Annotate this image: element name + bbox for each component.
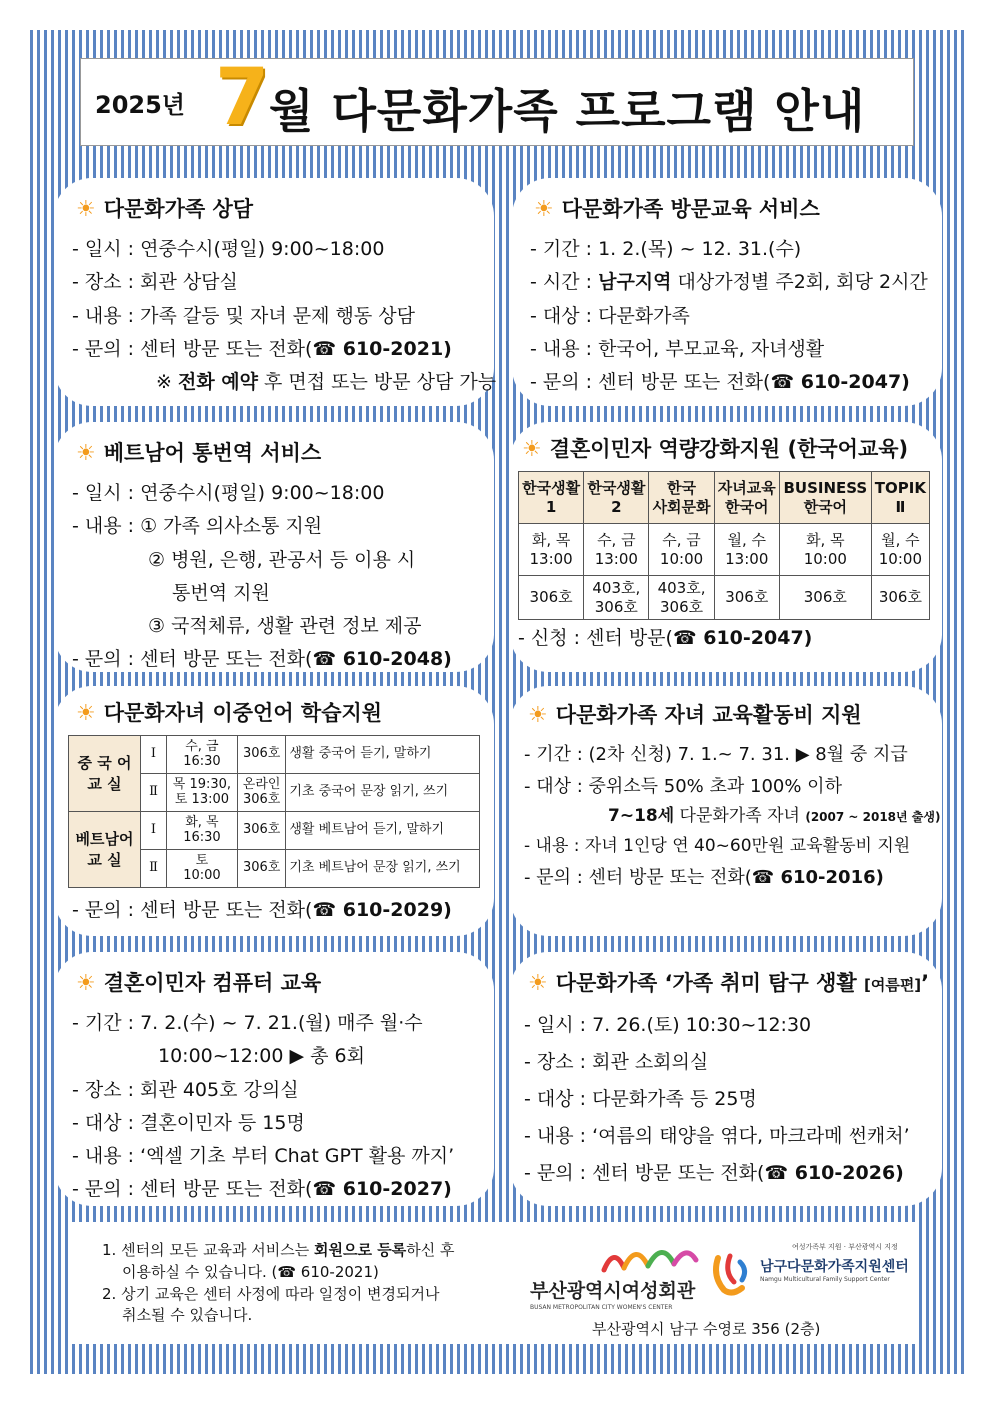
korean-header-row: [519, 472, 930, 524]
allowance-period: - 기간 : (2차 신청) 7. 1.~ 7. 31. ▶ 8월 중 지급: [524, 744, 908, 766]
computer-card: [54, 952, 494, 1206]
hobby-target: - 대상 : 다문화가족 등 25명: [524, 1088, 757, 1111]
vietnam-title: ☀ 베트남어 통번역 서비스: [76, 441, 322, 466]
room-cell: 403호, 306호: [649, 576, 714, 620]
desc-cell: 기초 베트남어 문장 읽기, 쓰기: [286, 850, 480, 888]
visit-edu-target: - 대상 : 다문화가족: [530, 304, 690, 327]
phone-number: ☎ 610-2029): [312, 899, 452, 922]
phone-number: ☎ 610-2047): [770, 371, 910, 394]
counsel-card: [54, 178, 497, 406]
time-cell: 수, 금 10:00: [649, 524, 714, 576]
bilingual-card: [54, 686, 494, 936]
computer-title: ☀ 결혼이민자 컴퓨터 교육: [76, 971, 322, 996]
desc-cell: 기초 중국어 문장 읽기, 쓰기: [286, 774, 480, 812]
korean-room-row: [519, 576, 930, 620]
phone-number: ☎ 610-2021): [312, 337, 452, 360]
footer-notes: [102, 1240, 454, 1327]
title-year: 2025년: [95, 91, 185, 119]
vietnam-date: - 일시 : 연중수시(평일) 9:00~18:00: [72, 482, 385, 505]
level-cell: Ⅱ: [141, 850, 167, 888]
support-center-english: Namgu Multicultural Family Support Center: [760, 1276, 890, 1283]
room-cell: 306호: [779, 576, 871, 620]
support-center-subtitle: 여성가족부 지원 · 부산광역시 지정: [792, 1243, 898, 1251]
hobby-place: - 장소 : 회관 소회의실: [524, 1051, 709, 1074]
allowance-inquiry: - 문의 : 센터 방문 또는 전화(☎ 610-2016): [524, 866, 884, 888]
sun-icon: ☀: [76, 197, 96, 222]
sun-icon: ☀: [534, 197, 554, 222]
counsel-line-date: - 일시 : 연중수시(평일) 9:00~18:00: [72, 238, 385, 261]
title-month: 7: [215, 53, 270, 143]
footer-box: [70, 1222, 918, 1344]
time-cell: 수, 금 16:30: [167, 736, 238, 774]
hobby-content: - 내용 : ‘여름의 태양을 엮다, 마크라메 썬캐처’: [524, 1125, 910, 1148]
header-cell: 한국 사회문화: [649, 472, 714, 524]
vietnam-content: - 내용 : ① 가족 의사소통 지원: [72, 515, 323, 538]
time-cell: 화, 목 16:30: [167, 812, 238, 850]
note-2: 2. 상기 교육은 센터 사정에 따라 일정이 변경되거나: [102, 1284, 440, 1303]
vietnam-card: [54, 422, 494, 672]
table-row: [69, 812, 480, 850]
korean-schedule-table: [518, 471, 930, 620]
room-cell: 306호: [714, 576, 779, 620]
header-cell: TOPIK Ⅱ: [871, 472, 929, 524]
vietnam-item3: ③ 국적체류, 생활 관련 정보 제공: [148, 615, 422, 638]
computer-content: - 내용 : ‘엑셀 기초 부터 Chat GPT 활용 까지’: [72, 1145, 455, 1168]
title-banner: [80, 53, 914, 146]
womens-center-english: BUSAN METROPOLITAN CITY WOMEN'S CENTER: [530, 1304, 673, 1311]
table-row: [69, 736, 480, 774]
korean-edu-card: [510, 422, 942, 672]
room-cell: 403호, 306호: [584, 576, 649, 620]
allowance-age: 7~18세 다문화가족 자녀 (2007 ~ 2018년 출생): [608, 806, 941, 827]
room-cell: 306호: [519, 576, 584, 620]
room-cell: 온라인 306호: [237, 774, 286, 812]
vietnam-item2-cont: 통번역 지원: [172, 581, 270, 604]
hobby-inquiry: - 문의 : 센터 방문 또는 전화(☎ 610-2026): [524, 1162, 904, 1185]
computer-target: - 대상 : 결혼이민자 등 15명: [72, 1111, 305, 1134]
vietnam-inquiry: - 문의 : 센터 방문 또는 전화(☎ 610-2048): [72, 648, 452, 671]
phone-number: ☎ 610-2026): [764, 1162, 904, 1185]
counsel-title: ☀ 다문화가족 상담: [76, 197, 254, 222]
counsel-inquiry: - 문의 : 센터 방문 또는 전화(☎ 610-2021): [72, 337, 452, 360]
counsel-line-place: - 장소 : 회관 상담실: [72, 271, 238, 294]
hobby-date: - 일시 : 7. 26.(토) 10:30~12:30: [524, 1014, 812, 1037]
allowance-title: ☀ 다문화가족 자녀 교육활동비 지원: [528, 703, 862, 728]
time-cell: 수, 금 13:00: [584, 524, 649, 576]
time-cell: 화, 목 10:00: [779, 524, 871, 576]
phone-number: ☎ 610-2048): [312, 648, 452, 671]
computer-place: - 장소 : 회관 405호 강의실: [72, 1078, 299, 1101]
visit-edu-period: - 기간 : 1. 2.(목) ~ 12. 31.(수): [530, 238, 802, 261]
note-2-cont: 취소될 수 있습니다.: [122, 1306, 253, 1325]
womens-center-name: 부산광역시여성회관: [530, 1280, 696, 1302]
desc-cell: 생활 중국어 듣기, 말하기: [286, 736, 480, 774]
allowance-card: [510, 686, 942, 936]
sun-icon: ☀: [76, 441, 96, 466]
page-title: 월 다문화가족 프로그램 안내: [269, 84, 866, 138]
computer-inquiry: - 문의 : 센터 방문 또는 전화(☎ 610-2027): [72, 1178, 452, 1201]
visit-edu-inquiry: - 문의 : 센터 방문 또는 전화(☎ 610-2047): [530, 371, 910, 394]
support-center-logo-icon: [710, 1250, 754, 1296]
korean-apply: - 신청 : 센터 방문(☎ 610-2047): [518, 627, 813, 650]
time-cell: 월, 수 10:00: [871, 524, 929, 576]
korean-edu-title: ☀ 결혼이민자 역량강화지원 (한국어교육): [522, 437, 909, 462]
computer-period: - 기간 : 7. 2.(수) ~ 7. 21.(월) 매주 월·수: [72, 1012, 423, 1035]
time-cell: 화, 목 13:00: [519, 524, 584, 576]
desc-cell: 생활 베트남어 듣기, 말하기: [286, 812, 480, 850]
counsel-line-content: - 내용 : 가족 갈등 및 자녀 문제 행동 상담: [72, 304, 415, 327]
visit-edu-content: - 내용 : 한국어, 부모교육, 자녀생활: [530, 337, 825, 360]
header-cell: 자녀교육 한국어: [714, 472, 779, 524]
visit-edu-card: [512, 178, 942, 406]
note-1-cont: 이용하실 수 있습니다. (☎ 610-2021): [122, 1262, 379, 1281]
visit-edu-time: - 시간 : 남구지역 대상가정별 주2회, 회당 2시간: [530, 271, 928, 294]
computer-period-2: 10:00~12:00 ▶ 총 6회: [158, 1045, 365, 1068]
header-cell: 한국생활 1: [519, 472, 584, 524]
bilingual-inquiry: - 문의 : 센터 방문 또는 전화(☎ 610-2029): [72, 899, 452, 922]
phone-number: ☎ 610-2027): [312, 1178, 452, 1201]
womens-center-logo-icon: [600, 1240, 700, 1274]
sun-icon: ☀: [528, 971, 548, 996]
level-cell: Ⅰ: [141, 736, 167, 774]
room-cell: 306호: [237, 812, 286, 850]
vietnam-item2: ② 병원, 은행, 관공서 등 이용 시: [148, 548, 416, 571]
support-center-name: 남구다문화가족지원센터: [760, 1259, 909, 1275]
header-cell: 한국생활 2: [584, 472, 649, 524]
time-cell: 목 19:30, 토 13:00: [167, 774, 238, 812]
time-cell: 월, 수 13:00: [714, 524, 779, 576]
vietnamese-class-label: 베트남어 교 실: [69, 812, 141, 888]
sun-icon: ☀: [522, 437, 542, 462]
sun-icon: ☀: [528, 703, 548, 728]
allowance-content: - 내용 : 자녀 1인당 연 40~60만원 교육활동비 지원: [524, 835, 911, 856]
counsel-note: ※ 전화 예약 후 면접 또는 방문 상담 가능: [156, 371, 497, 394]
room-cell: 306호: [871, 576, 929, 620]
korean-time-row: [519, 524, 930, 576]
room-cell: 306호: [237, 850, 286, 888]
room-cell: 306호: [237, 736, 286, 774]
hobby-card: [510, 952, 942, 1206]
bilingual-title: ☀ 다문화자녀 이중언어 학습지원: [76, 701, 383, 726]
visit-edu-title: ☀ 다문화가족 방문교육 서비스: [534, 197, 820, 222]
level-cell: Ⅰ: [141, 812, 167, 850]
header-cell: BUSINESS 한국어: [779, 472, 871, 524]
bilingual-schedule-table: [68, 735, 480, 888]
chinese-class-label: 중 국 어 교 실: [69, 736, 141, 812]
allowance-target: - 대상 : 중위소득 50% 초과 100% 이하: [524, 775, 842, 797]
phone-number: ☎ 610-2047): [672, 627, 813, 650]
center-address: 부산광역시 남구 수영로 356 (2층): [592, 1320, 821, 1338]
sun-icon: ☀: [76, 971, 96, 996]
hobby-title: ☀ 다문화가족 ‘가족 취미 탐구 생활 [여름편]’: [528, 971, 930, 996]
phone-number: ☎ 610-2016): [751, 866, 884, 888]
level-cell: Ⅱ: [141, 774, 167, 812]
time-cell: 토 10:00: [167, 850, 238, 888]
note-1: 1. 센터의 모든 교육과 서비스는 회원으로 등록하신 후: [102, 1241, 455, 1259]
sun-icon: ☀: [76, 701, 96, 726]
